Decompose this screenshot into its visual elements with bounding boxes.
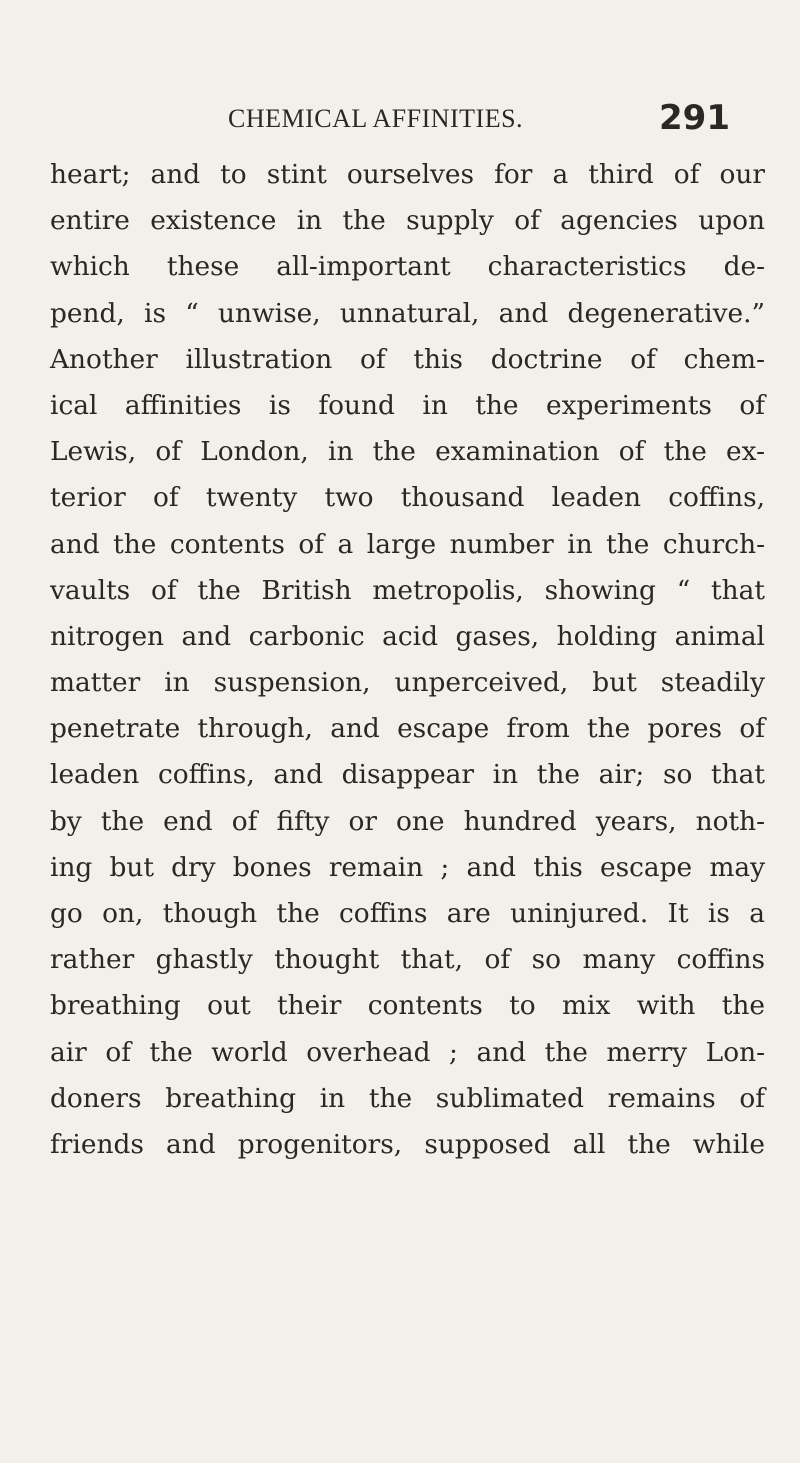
text-line: go on, though the coffins are uninjured. It is a bbox=[50, 898, 765, 929]
text-line: which these all-important characteristics de- bbox=[50, 251, 765, 283]
text-line: nitrogen and carbonic acid gases, holding animal bbox=[50, 620, 765, 652]
text-line: pend, is “ unwise, unnatural, and degenerative.” bbox=[50, 297, 765, 329]
text-line: penetrate through, and escape from the pores of bbox=[50, 713, 765, 745]
text-line: matter in suspension, unperceived, but steadily bbox=[50, 667, 765, 699]
text-line: leaden coffins, and disappear in the air; so that bbox=[50, 759, 765, 791]
text-line: entire existence in the supply of agencies upon bbox=[50, 205, 765, 237]
text-line: doners breathing in the sublimated remains of bbox=[50, 1082, 765, 1114]
text-line: Lewis, of London, in the examination of the ex- bbox=[50, 436, 765, 468]
text-line: by the end of fifty or one hundred years, noth- bbox=[50, 805, 765, 837]
text-line: breathing out their contents to mix with the bbox=[50, 990, 765, 1022]
text-line: ical affinities is found in the experiments of bbox=[50, 389, 765, 421]
text-line: air of the world overhead ; and the merry Lon- bbox=[50, 1036, 765, 1068]
text-line: vaults of the British metropolis, showing “ that bbox=[50, 574, 765, 606]
page-number: 291 bbox=[659, 98, 730, 138]
text-line: Another illustration of this doctrine of chem- bbox=[50, 343, 765, 375]
body-text bbox=[50, 152, 765, 1168]
text-line: friends and progenitors, supposed all the while bbox=[50, 1128, 765, 1160]
text-line: and the contents of a large number in the church- bbox=[50, 528, 765, 560]
text-line: terior of twenty two thousand leaden coffins, bbox=[50, 482, 765, 514]
text-line: ing but dry bones remain ; and this escape may bbox=[50, 851, 765, 883]
text-line: rather ghastly thought that, of so many coffins bbox=[50, 944, 765, 976]
text-line: heart; and to stint ourselves for a third of our bbox=[50, 159, 765, 190]
running-head bbox=[228, 98, 730, 144]
running-title: CHEMICAL AFFINITIES. bbox=[228, 104, 524, 133]
